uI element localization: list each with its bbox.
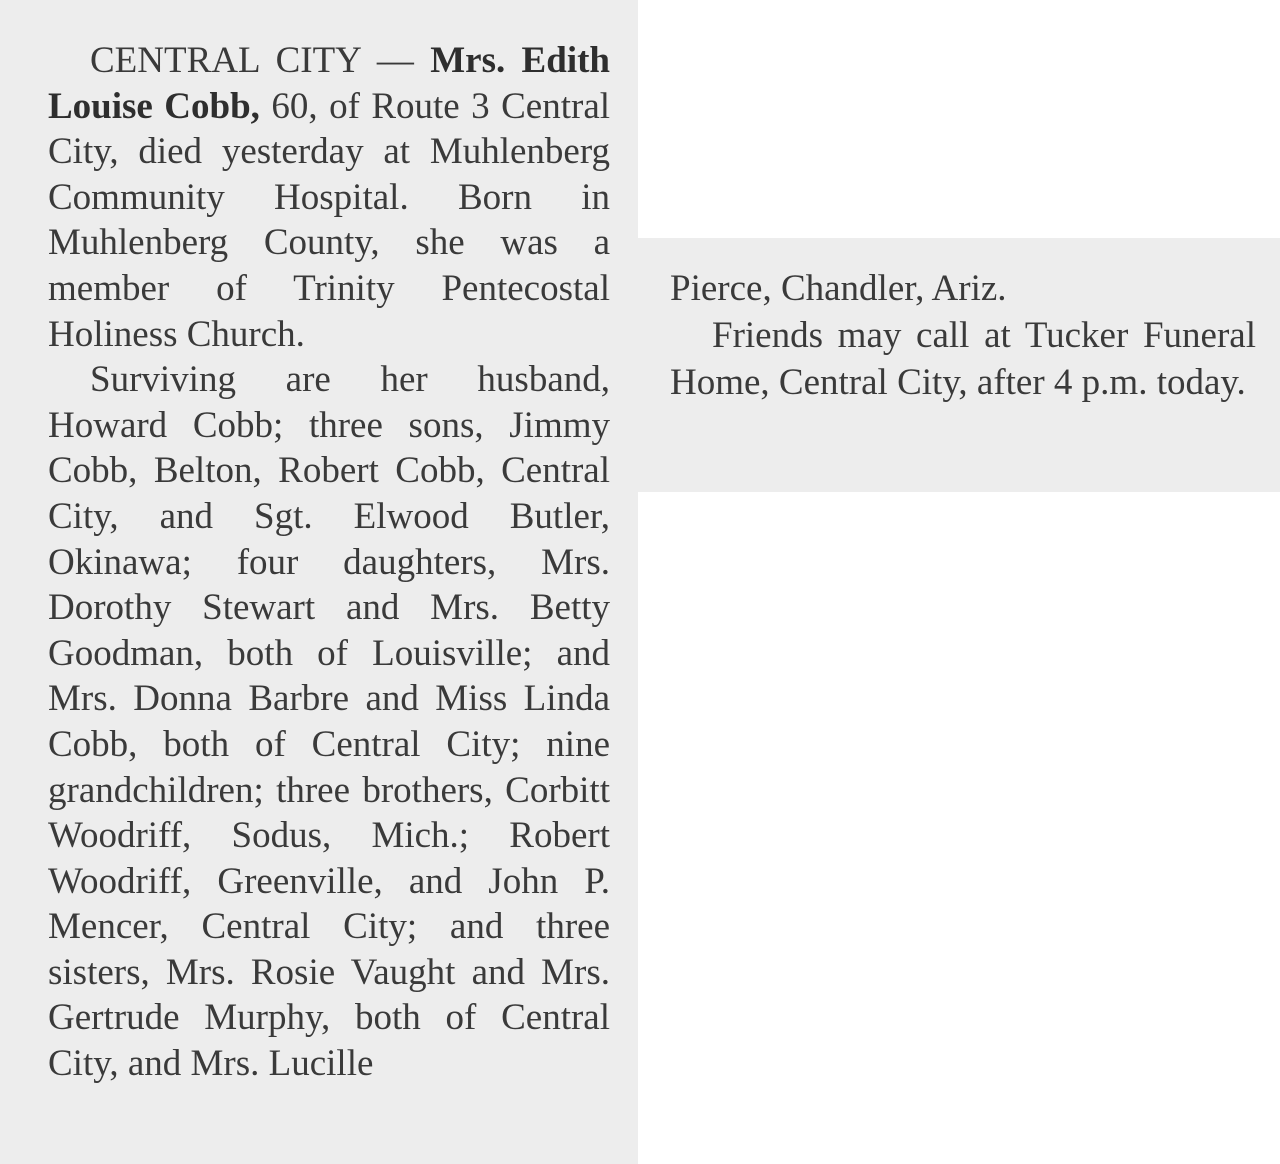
intro-text: 60, of Route 3 Central City, died yesterday at Muhlenberg Community Hospital. Born in Muhlenberg County, she was a member of Trinity Pentecostal Holiness Church. (48, 85, 611, 355)
obituary-intro-paragraph (48, 38, 610, 357)
obituary-column-right (670, 265, 1256, 406)
survivors-continued: Pierce, Chandler, Ariz. (670, 268, 1007, 309)
obituary-column-left (48, 38, 610, 1087)
visitation-paragraph: Friends may call at Tucker Funeral Home, Central City, after 4 p.m. today. (670, 315, 1256, 403)
deceased-name: Mrs. Edith Louise Cobb, (48, 40, 610, 127)
survivors-paragraph: Surviving are her husband, Howard Cobb; three sons, Jimmy Cobb, Belton, Robert Cobb, Central City, and Sgt. Elwood Butler, Okinawa; four daughters, Mrs. Dorothy Stewart and Mrs. Betty Goodman, both of Louisville; and Mrs. Donna Barbre and Miss Linda Cobb, both of Central City; nine grandchildren; three brothers, Corbitt Woodriff, Sodus, Mich.; Robert Woodriff, Greenville, and John P. Mencer, Central City; and three sisters, Mrs. Rosie Vaught and Mrs. Gertrude Murphy, both of Central City, and Mrs. Lucille (48, 359, 610, 1085)
dateline: CENTRAL CITY — (90, 40, 414, 81)
